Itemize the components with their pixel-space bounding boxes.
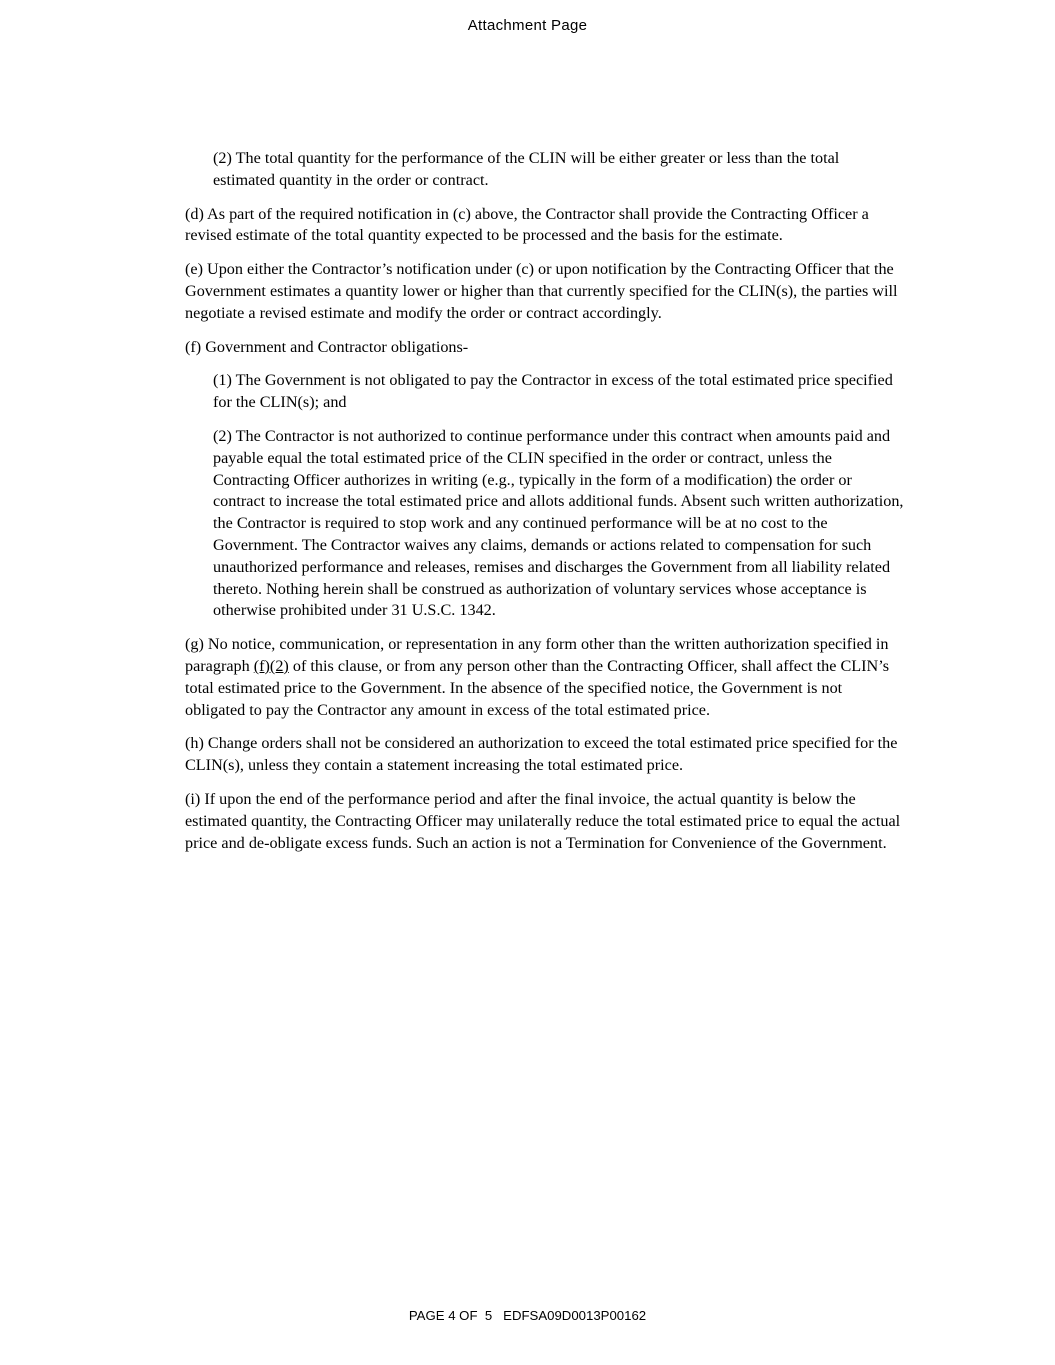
paragraph-c2: (2) The total quantity for the performance of the CLIN will be either greater or less than the total estimated quantity in the order or contract. bbox=[213, 149, 840, 189]
paragraph-reference-f2: (f)(2) bbox=[253, 656, 289, 675]
paragraph-i: (i) If upon the end of the performance period and after the final invoice, the actual quantity is below the estimated quantity, the Contracting Officer may unilaterally reduce the total estimated price to equal the actual price and de-obligate excess funds. Such an action is not a Termination for Convenience of the Government. bbox=[185, 789, 901, 852]
clause-body bbox=[185, 148, 905, 866]
document-id: EDFSA09D0013P00162 bbox=[503, 1308, 647, 1323]
page-header bbox=[0, 17, 1055, 34]
paragraph-h: (h) Change orders shall not be considered an authorization to exceed the total estimated price specified for the CLIN(s), unless they contain a statement increasing the total estimated price. bbox=[185, 734, 898, 775]
paragraph-f2: (2) The Contractor is not authorized to continue performance under this contract when amounts paid and payable equal the total estimated price of the CLIN specified in the order or contract, unless the Contracting Officer authorizes in writing (e.g., typically in the form of a modification) the order or contract to increase the total estimated price and allots additional funds. Absent such written authorization, the Contractor is required to stop work and any continued performance will be at no cost to the Government. The Contractor waives any claims, demands or actions related to compensation for such unauthorized performance and releases, remises and discharges the Government from all liability related thereto. Nothing herein shall be construed as authorization of voluntary services whose acceptance is otherwise prohibited under 31 U.S.C. 1342. bbox=[213, 426, 904, 620]
paragraph-g-text-before: (g) No notice, communication, or representation in any form other than the written authorization specified in paragraph bbox=[185, 635, 889, 675]
paragraph-d: (d) As part of the required notification in (c) above, the Contractor shall provide the Contracting Officer a revised estimate of the total quantity expected to be processed and the basis for the estimate. bbox=[185, 204, 869, 245]
paragraph-f: (f) Government and Contractor obligations- bbox=[185, 337, 469, 356]
paragraph-e: (e) Upon either the Contractor’s notification under (c) or upon notification by the Contracting Officer that the Government estimates a quantity lower or higher than that currently specified for the CLIN(s), the parties will negotiate a revised estimate and modify the order or contract accordingly. bbox=[185, 260, 898, 322]
paragraph-g-text-after: of this clause, or from any person other than the Contracting Officer, shall affect the CLIN’s total estimated price to the Government. In the absence of the specified notice, the Government is not obligated to pay the Contractor any amount in excess of the total estimated price. bbox=[185, 656, 890, 719]
page-number: PAGE 4 OF 5 bbox=[408, 1308, 493, 1323]
paragraph-f1: (1) The Government is not obligated to pay the Contractor in excess of the total estimated price specified for the CLIN(s); and bbox=[213, 371, 893, 412]
page-header-title: Attachment Page bbox=[467, 17, 588, 34]
paragraph-g bbox=[185, 634, 905, 721]
page-footer bbox=[0, 1308, 1055, 1323]
